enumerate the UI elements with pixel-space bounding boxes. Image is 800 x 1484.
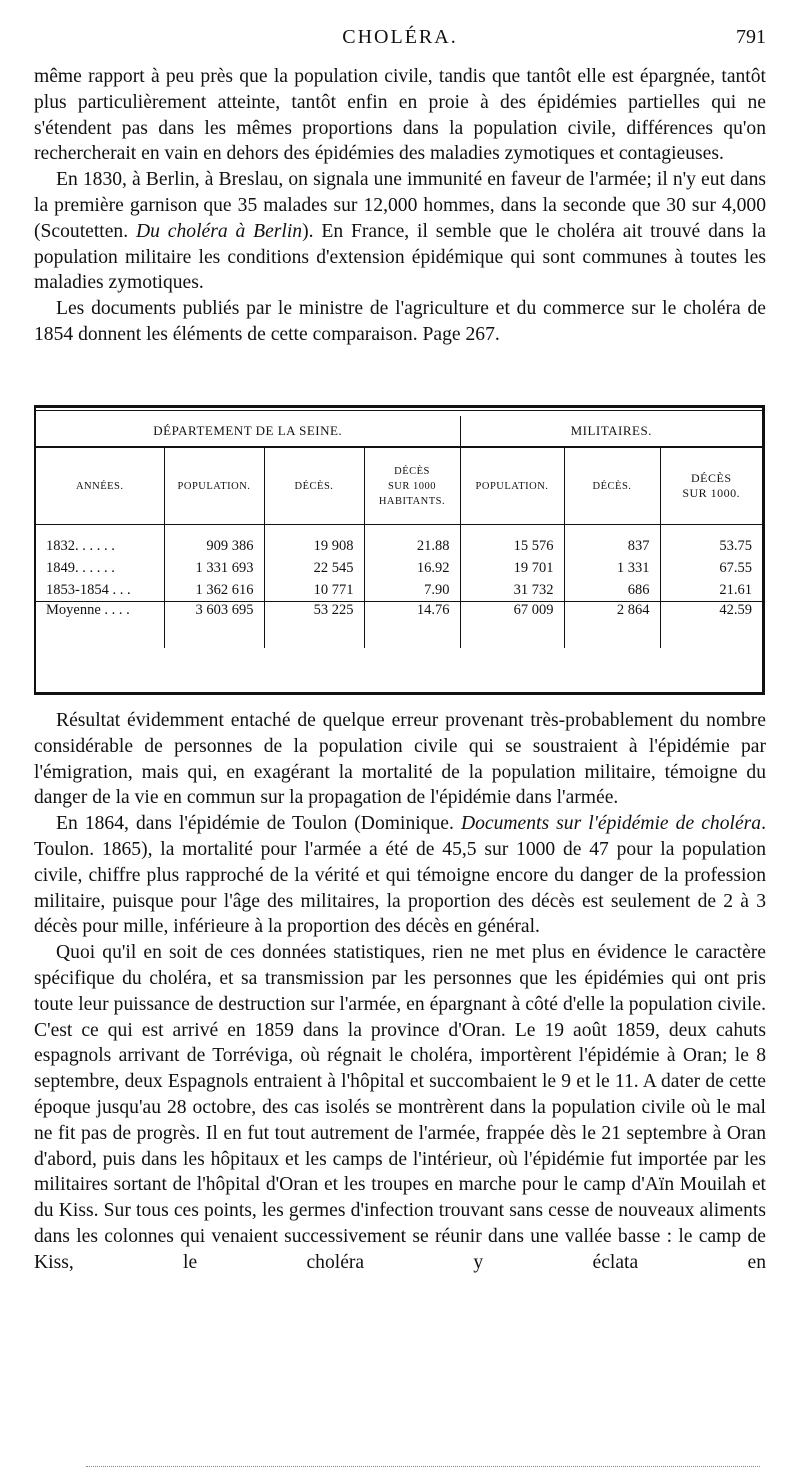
cell-population: 1 331 693	[164, 557, 264, 579]
col-header-mil-deces-1000-line2: SUR 1000.	[682, 486, 741, 500]
cell-taux: 14.76	[364, 602, 460, 649]
cell-taux: 16.92	[364, 557, 460, 579]
cell-deces: 10 771	[264, 579, 364, 602]
paragraph	[34, 940, 766, 1275]
col-header-mil-population: POPULATION.	[460, 447, 564, 525]
table-row	[36, 579, 762, 602]
col-header-deces: DÉCÈS.	[264, 447, 364, 525]
col-header-mil-deces-1000	[660, 447, 762, 525]
italic-citation: Documents sur l'épidémie de choléra	[460, 813, 762, 835]
cell-mil-deces: 837	[564, 535, 660, 557]
col-header-deces-1000-line2: SUR 1000	[387, 480, 437, 492]
cell-deces: 22 545	[264, 557, 364, 579]
col-header-deces-1000	[364, 447, 460, 525]
paragraph	[34, 811, 766, 940]
cell-mil-population: 31 732	[460, 579, 564, 602]
cholera-statistics-table	[34, 405, 765, 695]
text-block-bottom	[34, 708, 766, 1276]
text-segment: même rapport à peu près que la population civile, tandis que tantôt elle est épargnée, tantôt plus particulièrement atteinte, tantôt enfin en proie à des épidémies partielles qui ne s'étendent pas dans les mêmes proportions dans la population civile, différences qu'on rechercherait en vain en dehors des épidémies des maladies zymotiques et contagieuses.	[34, 66, 766, 165]
cell-annee: 1853-1854 . . .	[36, 579, 164, 602]
cell-mil-population: 67 009	[460, 602, 564, 649]
text-segment: En 1864, dans l'épidémie de Toulon (Dominique.	[56, 813, 461, 835]
cell-population: 1 362 616	[164, 579, 264, 602]
cell-mil-deces: 1 331	[564, 557, 660, 579]
cell-taux: 21.88	[364, 535, 460, 557]
text-segment: ). En France, il semble que le choléra ait trouvé dans la population militaire les conditions d'extension épidémique qui sont communes à toutes les maladies zymotiques.	[34, 220, 766, 294]
cell-mil-population: 19 701	[460, 557, 564, 579]
text-segment: Les documents publiés par le ministre de l'agriculture et du commerce sur le choléra de 1854 donnent les éléments de cette comparaison. Page 267.	[34, 298, 766, 345]
text-segment: . Toulon. 1865), la mortalité pour l'armée a été de 45,5 sur 1000 de 47 pour la population civile, chiffre plus rapproché de la vérité et qui témoigne encore du danger de la profession militaire, puisque pour l'âge des militaires, la proportion des décès est seulement de 2 à 3 décès pour mille, inférieure à la proportion des décès en général.	[34, 813, 766, 938]
paragraph	[34, 708, 766, 811]
col-header-deces-1000-line1: DÉCÈS	[394, 465, 430, 477]
col-header-annees: ANNÉES.	[36, 447, 164, 525]
col-header-mil-deces-1000-line1: DÉCÈS	[690, 471, 732, 485]
cell-mil-taux: 67.55	[719, 559, 752, 576]
col-header-population: POPULATION.	[164, 447, 264, 525]
page-number: 791	[736, 26, 766, 48]
col-header-mil-deces: DÉCÈS.	[564, 447, 660, 525]
table-row	[36, 535, 762, 557]
cell-population: 3 603 695	[164, 602, 264, 649]
text-segment: En 1830, à Berlin, à Breslau, on signala une immunité en faveur de l'armée; il n'y eut dans la première garnison que 35 malades sur 12,000 hommes, dans la seconde que 30 sur 4,000 (Scoutetten.	[34, 169, 766, 242]
cell-annee: 1849. . . . . .	[36, 557, 164, 579]
cell-taux: 7.90	[364, 579, 460, 602]
running-head-title: CHOLÉRA.	[342, 26, 458, 48]
text-segment: Quoi qu'il en soit de ces données statistiques, rien ne met plus en évidence le caractère spécifique du choléra, et sa transmission par les personnes que les épidémies qui ont pris toute leur puissance de destruction sur l'armée, en épargnant à côté d'elle la population civile. C'est ce qui est arrivé en 1859 dans la province d'Oran. Le 19 août 1859, deux cahuts espagnols arrivant de Torréviga, où régnait le choléra, importèrent l'épidémie à Oran; le 8 septembre, deux Espagnols entraient à l'hôpital et succombaient le 9 et le 11. A dater de cette époque jusqu'au 28 octobre, des cas isolés se montrèrent dans la population civile où le mal ne fit pas de progrès. Il en fut tout autrement de l'armée, frappée dès le 21 septembre à Oran d'abord, puis dans les hôpitaux et les camps de l'intérieur, où l'épidémie fut importée par les militaires sortant de l'hôpital d'Oran et les troupes en marche pour le camp d'Aïn Mouilah et du Kiss. Sur tous ces points, les germes d'infection trouvant sans cesse de nouveaux aliments dans les colonnes qui venaient successivement se réunir dans une vallée basse : le camp de Kiss, le choléra y éclata en	[34, 942, 766, 1273]
paragraph	[34, 167, 766, 296]
cell-mil-taux: 42.59	[660, 602, 762, 649]
paragraph	[34, 64, 766, 167]
cell-mil-deces: 2 864	[564, 602, 660, 649]
header-departement-seine: DÉPARTEMENT DE LA SEINE.	[36, 416, 460, 447]
stats-table	[36, 416, 762, 648]
table-row-moyenne	[36, 602, 762, 649]
italic-citation: Du choléra à Berlin	[135, 220, 303, 242]
cell-mil-deces: 686	[564, 579, 660, 602]
header-militaires: MILITAIRES.	[460, 416, 762, 447]
cell-deces: 19 908	[264, 535, 364, 557]
cell-mil-taux: 53.75	[719, 537, 752, 554]
text-block-top	[34, 64, 766, 348]
cell-population: 909 386	[164, 535, 264, 557]
table-row	[36, 557, 762, 579]
cell-deces: 53 225	[264, 602, 364, 649]
col-header-deces-1000-line3: HABITANTS.	[378, 495, 446, 507]
cell-mil-taux: 21.61	[719, 581, 752, 598]
cell-mil-population: 15 576	[460, 535, 564, 557]
running-head	[34, 26, 766, 52]
text-segment: Résultat évidemment entaché de quelque erreur provenant très-probablement du nombre considérable de personnes de la population civile qui se soustraient à l'épidémie par l'émigration, mais qui, en exagérant la mortalité de la population militaire, témoigne du danger de la vie en commun sur la propagation de l'épidémie dans l'armée.	[34, 710, 766, 809]
paragraph	[34, 296, 766, 348]
footer-rule	[86, 1466, 760, 1467]
cell-annee: Moyenne . . . .	[36, 602, 164, 649]
cell-annee: 1832. . . . . .	[36, 535, 164, 557]
